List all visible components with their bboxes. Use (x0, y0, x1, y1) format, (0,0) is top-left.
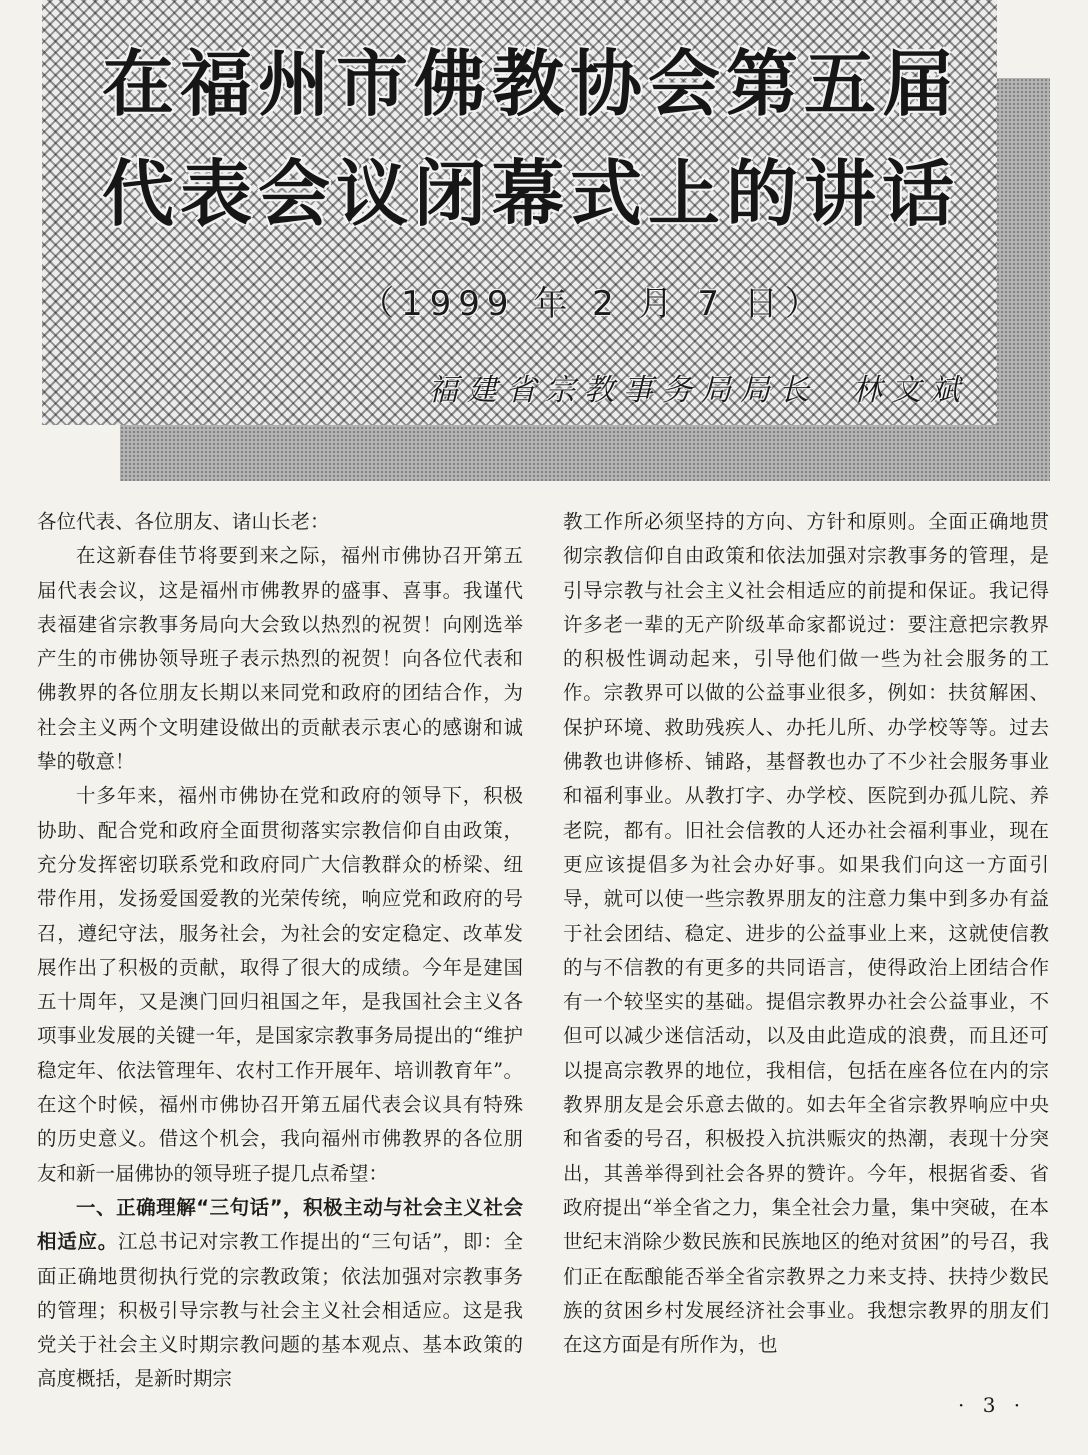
section-1-paragraph (37, 1191, 523, 1397)
article-title-line-2: 代表会议闭幕式上的讲话 (102, 152, 961, 236)
article-date: （1999 年 2 月 7 日） (360, 284, 826, 324)
right-paragraph-1: 教工作所必须坚持的方向、方针和原则。全面正确地贯彻宗教信仰自由政策和依法加强对宗教事务的管理，是引导宗教与社会主义社会相适应的前提和保证。我记得许多老一辈的无产阶级革命家都说过：要注意把宗教界的积极性调动起来，引导他们做一些为社会服务的工作。宗教界可以做的公益事业很多，例如：扶贫解困、保护环境、救助残疾人、办托儿所、办学校等等。过去佛教也讲修桥、铺路，基督教也办了不少社会服务事业和福利事业。从教打字、办学校、医院到办孤儿院、养老院，都有。旧社会信教的人还办社会福利事业，现在更应该提倡多为社会办好事。如果我们向这一方面引导，就可以使一些宗教界朋友的注意力集中到多办有益于社会团结、稳定、进步的公益事业上来，这就使信教的与不信教的有更多的共同语言，使得政治上团结合作有一个较坚实的基础。提倡宗教界办社会公益事业，不但可以减少迷信活动，以及由此造成的浪费，而且还可以提高宗教界的地位，我相信，包括在座各位在内的宗教界朋友是会乐意去做的。如去年全省宗教界响应中央和省委的号召，积极投入抗洪赈灾的热潮，表现十分突出，其善举得到社会各界的赞许。今年，根据省委、省政府提出“举全省之力，集全社会力量，集中突破，在本世纪末消除少数民族和民族地区的绝对贫困”的号召，我们正在酝酿能否举全省宗教界之力来支持、扶持少数民族的贫困乡村发展经济社会事业。我想宗教界的朋友们在这方面是有所作为，也 (563, 510, 1049, 1357)
author-title: 福建省宗教事务局局长 (428, 373, 818, 408)
right-text-column (563, 505, 1049, 1362)
left-text-column (37, 505, 523, 1397)
paragraph-1: 在这新春佳节将要到来之际，福州市佛协召开第五届代表会议，这是福州市佛教界的盛事、喜事。我谨代表福建省宗教事务局向大会致以热烈的祝贺！向刚选举产生的市佛协领导班子表示热烈的祝贺！向各位代表和佛教界的各位朋友长期以来同党和政府的团结合作，为社会主义两个文明建设做出的贡献表示衷心的感谢和诚挚的敬意！ (37, 544, 523, 774)
section-1-heading: 一、正确理解“三句话”，积极主动与社会主义社会相适应。 (37, 1195, 523, 1254)
author-byline (428, 365, 969, 409)
salutation: 各位代表、各位朋友、诸山长老： (37, 510, 330, 533)
header-panel (42, 0, 997, 425)
paragraph-2: 十多年来，福州市佛协在党和政府的领导下，积极协助、配合党和政府全面贯彻落实宗教信仰自由政策，充分发挥密切联系党和政府同广大信教群众的桥梁、纽带作用，发扬爱国爱教的光荣传统，响应党和政府的号召，遵纪守法，服务社会，为社会的安定稳定、改革发展作出了积极的贡献，取得了很大的成绩。今年是建国五十周年，又是澳门回归祖国之年，是我国社会主义各项事业发展的关键一年，是国家宗教事务局提出的“维护稳定年、依法管理年、农村工作开展年、培训教育年”。在这个时候，福州市佛协召开第五届代表会议具有特殊的历史意义。借这个机会，我向福州市佛教界的各位朋友和新一届佛协的领导班子提几点希望： (37, 784, 523, 1185)
article-title-line-1: 在福州市佛教协会第五届 (102, 42, 961, 126)
section-1-text: 江总书记对宗教工作提出的“三句话”，即：全面正确地贯彻执行党的宗教政策；依法加强对宗教事务的管理；积极引导宗教与社会主义社会相适应。这是我党关于社会主义时期宗教问题的基本观点、基本政策的高度概括，是新时期宗 (37, 1230, 523, 1391)
author-name: 林文斌 (852, 373, 969, 408)
page-number: · 3 · (958, 1393, 1027, 1417)
